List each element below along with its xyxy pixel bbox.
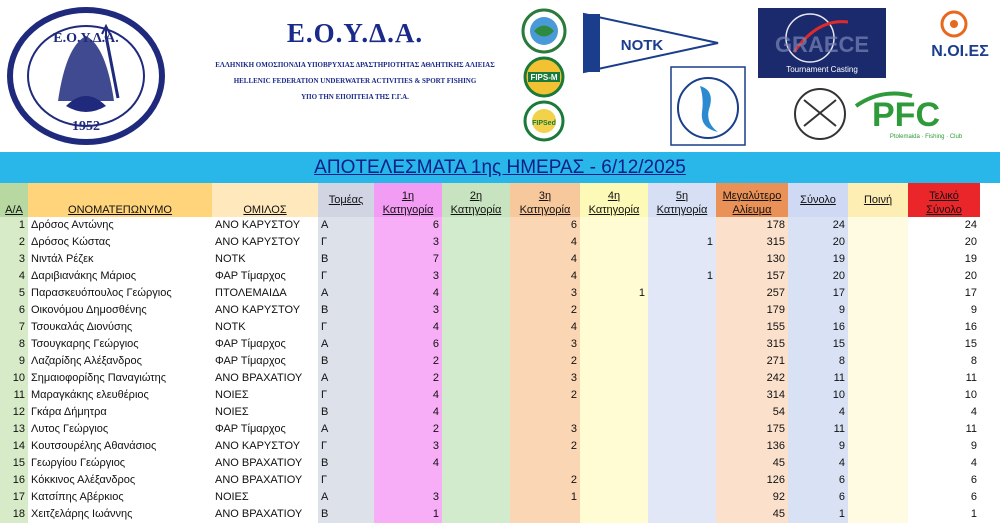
cell-sector: Γ — [318, 438, 374, 455]
svg-text:Ε.Ο.Υ.Δ.Α.: Ε.Ο.Υ.Δ.Α. — [53, 31, 119, 46]
cell-category-5 — [648, 217, 716, 234]
cell-category-1: 3 — [374, 438, 442, 455]
cell-club: ΑΝΟ ΚΑΡΥΣΤΟΥ — [212, 438, 318, 455]
federation-title: Ε.Ο.Υ.Δ.Α. — [286, 18, 424, 48]
svg-text:Ptolemaida · Fishing · Club: Ptolemaida · Fishing · Club — [889, 134, 963, 140]
cell-category-1: 2 — [374, 370, 442, 387]
cell-club: ΑΝΟ ΒΡΑΧΑΤΙΟΥ — [212, 370, 318, 387]
cell-category-4 — [580, 421, 648, 438]
federation-logo — [6, 6, 166, 146]
cell-category-4: 1 — [580, 285, 648, 302]
fishing-club-emblem — [792, 86, 848, 142]
cell-sum: 11 — [788, 370, 848, 387]
cell-category-2 — [442, 506, 510, 523]
cell-biggest-catch: 314 — [716, 387, 788, 404]
results-banner — [0, 152, 1000, 183]
cell-category-4 — [580, 217, 648, 234]
cell-final-total: 15 — [908, 336, 980, 353]
cell-sum: 10 — [788, 387, 848, 404]
cell-aa: 2 — [0, 234, 28, 251]
table-row — [0, 438, 980, 455]
cell-sector: Α — [318, 217, 374, 234]
cell-biggest-catch: 54 — [716, 404, 788, 421]
cell-sector: Β — [318, 353, 374, 370]
cell-category-3: 4 — [510, 319, 580, 336]
cell-category-4 — [580, 234, 648, 251]
cell-category-1 — [374, 472, 442, 489]
cell-name: Σημαιοφορίδης Παναγιώτης — [28, 370, 212, 387]
cell-category-1: 4 — [374, 455, 442, 472]
col-header-category-3: 3η Κατηγορία — [510, 183, 580, 217]
col-header-sector: Τομέας — [318, 183, 374, 217]
cell-name: Χειτζελάρης Ιωάννης — [28, 506, 212, 523]
cell-category-3: 6 — [510, 217, 580, 234]
cell-penalty — [848, 472, 908, 489]
cell-category-1: 6 — [374, 336, 442, 353]
svg-text:FIPSed: FIPSed — [532, 120, 556, 127]
cell-aa: 6 — [0, 302, 28, 319]
cell-category-5 — [648, 336, 716, 353]
table-row — [0, 268, 980, 285]
cell-sector: Β — [318, 302, 374, 319]
cell-club: ΝΟΙΕΣ — [212, 387, 318, 404]
table-row — [0, 506, 980, 523]
col-header-biggest-catch: Μεγαλύτερο Αλίευμα — [716, 183, 788, 217]
federation-name-english: HELLENIC FEDERATION UNDERWATER ACTIVITIES & SPORT FISHING — [233, 77, 477, 85]
table-row — [0, 336, 980, 353]
cell-category-4 — [580, 302, 648, 319]
cell-category-2 — [442, 251, 510, 268]
cell-penalty — [848, 217, 908, 234]
cell-category-2 — [442, 234, 510, 251]
cell-biggest-catch: 92 — [716, 489, 788, 506]
cell-sector: Α — [318, 336, 374, 353]
cell-final-total: 10 — [908, 387, 980, 404]
cell-sum: 6 — [788, 489, 848, 506]
cell-aa: 4 — [0, 268, 28, 285]
svg-text:GRAECE: GRAECE — [774, 32, 870, 57]
cell-name: Λαζαρίδης Αλέξανδρος — [28, 353, 212, 370]
cell-category-3: 3 — [510, 370, 580, 387]
cell-biggest-catch: 126 — [716, 472, 788, 489]
cell-category-3: 1 — [510, 489, 580, 506]
federation-supervision: ΥΠΟ ΤΗΝ ΕΠΟΠΤΕΙΑ ΤΗΣ Γ.Γ.Α. — [301, 93, 409, 101]
cell-sector: Β — [318, 455, 374, 472]
noies-club-logo — [920, 6, 1000, 68]
cell-category-3: 2 — [510, 438, 580, 455]
cell-category-5 — [648, 387, 716, 404]
cell-category-5 — [648, 319, 716, 336]
cell-category-1: 3 — [374, 268, 442, 285]
cell-name: Γεωργίου Γεώργιος — [28, 455, 212, 472]
cell-category-5 — [648, 302, 716, 319]
results-title: ΑΠΟΤΕΛΕΣΜΑΤΑ 1ης ΗΜΕΡΑΣ - 6/12/2025 — [314, 157, 686, 178]
col-header-category-1: 1η Κατηγορία — [374, 183, 442, 217]
cell-category-4 — [580, 387, 648, 404]
cell-category-5 — [648, 251, 716, 268]
cell-category-4 — [580, 404, 648, 421]
table-row — [0, 370, 980, 387]
cell-category-1: 4 — [374, 404, 442, 421]
cell-category-2 — [442, 387, 510, 404]
cell-category-4 — [580, 506, 648, 523]
cell-final-total: 1 — [908, 506, 980, 523]
cell-biggest-catch: 157 — [716, 268, 788, 285]
table-row — [0, 302, 980, 319]
cell-category-2 — [442, 421, 510, 438]
cell-sector: Β — [318, 251, 374, 268]
cell-aa: 12 — [0, 404, 28, 421]
table-row — [0, 472, 980, 489]
cell-sector: Α — [318, 421, 374, 438]
fipsed-logo — [518, 100, 570, 142]
cell-name: Λυτος Γεώργιος — [28, 421, 212, 438]
cell-category-4 — [580, 336, 648, 353]
mermaid-club-logo — [670, 66, 746, 146]
cell-category-5 — [648, 421, 716, 438]
table-row — [0, 489, 980, 506]
cell-club: ΠΤΟΛΕΜΑΙΔΑ — [212, 285, 318, 302]
cell-penalty — [848, 438, 908, 455]
cell-sum: 8 — [788, 353, 848, 370]
cell-name: Τσουκαλάς Διονύσης — [28, 319, 212, 336]
cell-biggest-catch: 271 — [716, 353, 788, 370]
cell-final-total: 4 — [908, 455, 980, 472]
cell-category-3: 4 — [510, 251, 580, 268]
table-row — [0, 234, 980, 251]
cell-category-5: 1 — [648, 268, 716, 285]
cell-final-total: 20 — [908, 234, 980, 251]
svg-text:Ν.ΟΙ.ΕΣ: Ν.ΟΙ.ΕΣ — [931, 43, 989, 60]
cell-sector: Α — [318, 285, 374, 302]
cell-penalty — [848, 506, 908, 523]
federation-name-greek: ΕΛΛΗΝΙΚΗ ΟΜΟΣΠΟΝΔΙΑ ΥΠΟΒΡΥΧΙΑΣ ΔΡΑΣΤΗΡΙΟΤΗΤΑΣ ΑΘΛΗΤΙΚΗΣ ΑΛΙΕΙΑΣ — [215, 61, 495, 69]
table-row — [0, 251, 980, 268]
cell-club: ΦΑΡ Τίμαρχος — [212, 353, 318, 370]
cell-name: Κατσίπης Αβέρκιος — [28, 489, 212, 506]
cell-category-5 — [648, 472, 716, 489]
cell-category-5 — [648, 353, 716, 370]
svg-text:Tournament Casting: Tournament Casting — [786, 65, 858, 74]
cell-category-3: 2 — [510, 353, 580, 370]
cell-sum: 17 — [788, 285, 848, 302]
cell-final-total: 6 — [908, 489, 980, 506]
cell-category-5 — [648, 404, 716, 421]
cell-category-4 — [580, 472, 648, 489]
cell-sum: 4 — [788, 404, 848, 421]
cell-category-2 — [442, 336, 510, 353]
cell-category-3: 2 — [510, 472, 580, 489]
cell-sum: 11 — [788, 421, 848, 438]
cell-sector: Β — [318, 506, 374, 523]
cell-aa: 9 — [0, 353, 28, 370]
cell-category-3 — [510, 404, 580, 421]
col-header-club: ΟΜΙΛΟΣ — [212, 183, 318, 217]
cell-sector: Β — [318, 404, 374, 421]
cell-biggest-catch: 175 — [716, 421, 788, 438]
cell-sum: 15 — [788, 336, 848, 353]
cell-category-2 — [442, 268, 510, 285]
cell-club: ΝΟΙΕΣ — [212, 489, 318, 506]
cell-sum: 20 — [788, 234, 848, 251]
table-row — [0, 421, 980, 438]
cell-category-2 — [442, 489, 510, 506]
cell-aa: 13 — [0, 421, 28, 438]
cell-category-2 — [442, 455, 510, 472]
col-header-category-4: 4η Κατηγορία — [580, 183, 648, 217]
cell-penalty — [848, 370, 908, 387]
cell-category-1: 4 — [374, 387, 442, 404]
cell-penalty — [848, 336, 908, 353]
cell-penalty — [848, 302, 908, 319]
cell-category-4 — [580, 319, 648, 336]
cell-penalty — [848, 421, 908, 438]
cell-final-total: 9 — [908, 438, 980, 455]
cell-final-total: 4 — [908, 404, 980, 421]
table-row — [0, 217, 980, 234]
cell-club: ΑΝΟ ΚΑΡΥΣΤΟΥ — [212, 234, 318, 251]
cell-club: ΝΟΤΚ — [212, 251, 318, 268]
cell-final-total: 9 — [908, 302, 980, 319]
cell-club: ΝΟΙΕΣ — [212, 404, 318, 421]
cell-category-3: 4 — [510, 268, 580, 285]
cell-final-total: 19 — [908, 251, 980, 268]
cell-aa: 3 — [0, 251, 28, 268]
table-header-row — [0, 183, 980, 217]
cell-club: ΑΝΟ ΒΡΑΧΑΤΙΟΥ — [212, 472, 318, 489]
cell-aa: 15 — [0, 455, 28, 472]
cell-name: Κουτσουρέλης Αθανάσιος — [28, 438, 212, 455]
cell-category-5 — [648, 506, 716, 523]
cell-biggest-catch: 179 — [716, 302, 788, 319]
cell-biggest-catch: 45 — [716, 455, 788, 472]
cell-sector: Γ — [318, 387, 374, 404]
cell-category-5 — [648, 455, 716, 472]
cell-biggest-catch: 130 — [716, 251, 788, 268]
cell-category-2 — [442, 472, 510, 489]
cell-penalty — [848, 404, 908, 421]
cell-sum: 4 — [788, 455, 848, 472]
table-row — [0, 319, 980, 336]
cell-sector: Α — [318, 370, 374, 387]
cell-aa: 16 — [0, 472, 28, 489]
cell-penalty — [848, 234, 908, 251]
tournament-casting-logo — [758, 8, 886, 78]
cell-category-2 — [442, 370, 510, 387]
cell-category-4 — [580, 268, 648, 285]
cell-club: ΦΑΡ Τίμαρχος — [212, 421, 318, 438]
cell-aa: 18 — [0, 506, 28, 523]
cell-club: ΦΑΡ Τίμαρχος — [212, 336, 318, 353]
cell-category-1: 7 — [374, 251, 442, 268]
cell-aa: 14 — [0, 438, 28, 455]
col-header-final-total: Τελικό Σύνολο — [908, 183, 980, 217]
pfc-logo — [852, 86, 1000, 146]
cell-penalty — [848, 285, 908, 302]
cell-category-1: 3 — [374, 234, 442, 251]
cell-category-5 — [648, 285, 716, 302]
cell-biggest-catch: 315 — [716, 336, 788, 353]
cell-sum: 19 — [788, 251, 848, 268]
cell-category-3: 3 — [510, 285, 580, 302]
cell-category-3: 3 — [510, 336, 580, 353]
cell-category-2 — [442, 319, 510, 336]
cell-penalty — [848, 353, 908, 370]
cell-category-4 — [580, 455, 648, 472]
col-header-aa: Α/Α — [0, 183, 28, 217]
cell-name: Δρόσος Αντώνης — [28, 217, 212, 234]
svg-text:1952: 1952 — [72, 119, 100, 134]
cell-category-4 — [580, 353, 648, 370]
svg-text:PFC: PFC — [872, 96, 940, 134]
cell-category-3: 4 — [510, 234, 580, 251]
cell-category-5 — [648, 489, 716, 506]
cell-category-1: 2 — [374, 421, 442, 438]
col-header-penalty: Ποινή — [848, 183, 908, 217]
cell-penalty — [848, 387, 908, 404]
cell-penalty — [848, 489, 908, 506]
cell-biggest-catch: 178 — [716, 217, 788, 234]
cell-aa: 1 — [0, 217, 28, 234]
table-row — [0, 285, 980, 302]
cell-name: Γκάρα Δήμητρα — [28, 404, 212, 421]
cell-final-total: 11 — [908, 370, 980, 387]
cell-aa: 10 — [0, 370, 28, 387]
results-table — [0, 183, 980, 523]
cell-name: Οικονόμου Δημοσθένης — [28, 302, 212, 319]
fips-m-logo — [518, 56, 570, 98]
cell-sector: Γ — [318, 268, 374, 285]
cell-category-1: 6 — [374, 217, 442, 234]
cell-final-total: 11 — [908, 421, 980, 438]
table-row — [0, 353, 980, 370]
cell-sum: 9 — [788, 302, 848, 319]
cell-penalty — [848, 455, 908, 472]
cell-biggest-catch: 242 — [716, 370, 788, 387]
cell-club: ΑΝΟ ΒΡΑΧΑΤΙΟΥ — [212, 455, 318, 472]
cell-category-2 — [442, 438, 510, 455]
cell-category-3: 2 — [510, 387, 580, 404]
cell-category-5: 1 — [648, 234, 716, 251]
cell-sum: 24 — [788, 217, 848, 234]
cell-name: Μαραγκάκης ελευθέριος — [28, 387, 212, 404]
cell-category-3 — [510, 506, 580, 523]
cell-club: ΑΝΟ ΚΑΡΥΣΤΟΥ — [212, 302, 318, 319]
cell-category-4 — [580, 489, 648, 506]
cell-category-1: 3 — [374, 302, 442, 319]
table-row — [0, 455, 980, 472]
cell-biggest-catch: 315 — [716, 234, 788, 251]
table-row — [0, 404, 980, 421]
cell-biggest-catch: 155 — [716, 319, 788, 336]
cell-final-total: 16 — [908, 319, 980, 336]
cell-final-total: 20 — [908, 268, 980, 285]
cell-sum: 1 — [788, 506, 848, 523]
cell-sector: Γ — [318, 472, 374, 489]
cell-penalty — [848, 319, 908, 336]
cell-final-total: 17 — [908, 285, 980, 302]
cell-sum: 20 — [788, 268, 848, 285]
cell-sector: Γ — [318, 319, 374, 336]
international-federation-logo — [518, 8, 570, 54]
cell-category-5 — [648, 370, 716, 387]
cell-category-2 — [442, 404, 510, 421]
cell-club: ΑΝΟ ΚΑΡΥΣΤΟΥ — [212, 217, 318, 234]
cell-category-5 — [648, 438, 716, 455]
col-header-category-5: 5η Κατηγορία — [648, 183, 716, 217]
cell-name: Νιντάλ Ρέζεκ — [28, 251, 212, 268]
cell-category-1: 1 — [374, 506, 442, 523]
cell-name: Δαριβιανάκης Μάριος — [28, 268, 212, 285]
cell-sector: Γ — [318, 234, 374, 251]
svg-text:ΝΟΤΚ: ΝΟΤΚ — [620, 37, 664, 54]
col-header-sum: Σύνολο — [788, 183, 848, 217]
cell-category-4 — [580, 438, 648, 455]
document-header — [0, 0, 1000, 152]
cell-category-2 — [442, 285, 510, 302]
svg-text:FIPS-M: FIPS-M — [530, 73, 558, 82]
cell-aa: 5 — [0, 285, 28, 302]
cell-club: ΝΟΤΚ — [212, 319, 318, 336]
cell-biggest-catch: 257 — [716, 285, 788, 302]
cell-category-3: 2 — [510, 302, 580, 319]
cell-sum: 16 — [788, 319, 848, 336]
cell-category-2 — [442, 302, 510, 319]
cell-penalty — [848, 268, 908, 285]
cell-name: Κόκκινος Αλέξανδρος — [28, 472, 212, 489]
cell-category-4 — [580, 251, 648, 268]
cell-aa: 11 — [0, 387, 28, 404]
cell-final-total: 6 — [908, 472, 980, 489]
cell-sector: Α — [318, 489, 374, 506]
cell-aa: 7 — [0, 319, 28, 336]
cell-club: ΑΝΟ ΒΡΑΧΑΤΙΟΥ — [212, 506, 318, 523]
cell-category-3 — [510, 455, 580, 472]
cell-name: Δρόσος Κώστας — [28, 234, 212, 251]
cell-biggest-catch: 136 — [716, 438, 788, 455]
cell-sum: 6 — [788, 472, 848, 489]
cell-category-2 — [442, 217, 510, 234]
cell-category-3: 3 — [510, 421, 580, 438]
cell-category-1: 4 — [374, 319, 442, 336]
cell-club: ΦΑΡ Τίμαρχος — [212, 268, 318, 285]
col-header-category-2: 2η Κατηγορία — [442, 183, 510, 217]
cell-biggest-catch: 45 — [716, 506, 788, 523]
cell-category-4 — [580, 370, 648, 387]
cell-category-1: 3 — [374, 489, 442, 506]
notk-flag-logo — [582, 12, 720, 74]
cell-final-total: 24 — [908, 217, 980, 234]
col-header-name: ΟΝΟΜΑΤΕΠΩΝΥΜΟ — [28, 183, 212, 217]
cell-name: Τσουγκαρης Γεώργιος — [28, 336, 212, 353]
table-row — [0, 387, 980, 404]
cell-final-total: 8 — [908, 353, 980, 370]
cell-category-1: 4 — [374, 285, 442, 302]
cell-sum: 9 — [788, 438, 848, 455]
cell-aa: 17 — [0, 489, 28, 506]
cell-penalty — [848, 251, 908, 268]
cell-category-1: 2 — [374, 353, 442, 370]
cell-category-2 — [442, 353, 510, 370]
cell-name: Παρασκευόπουλος Γεώργιος — [28, 285, 212, 302]
cell-aa: 8 — [0, 336, 28, 353]
